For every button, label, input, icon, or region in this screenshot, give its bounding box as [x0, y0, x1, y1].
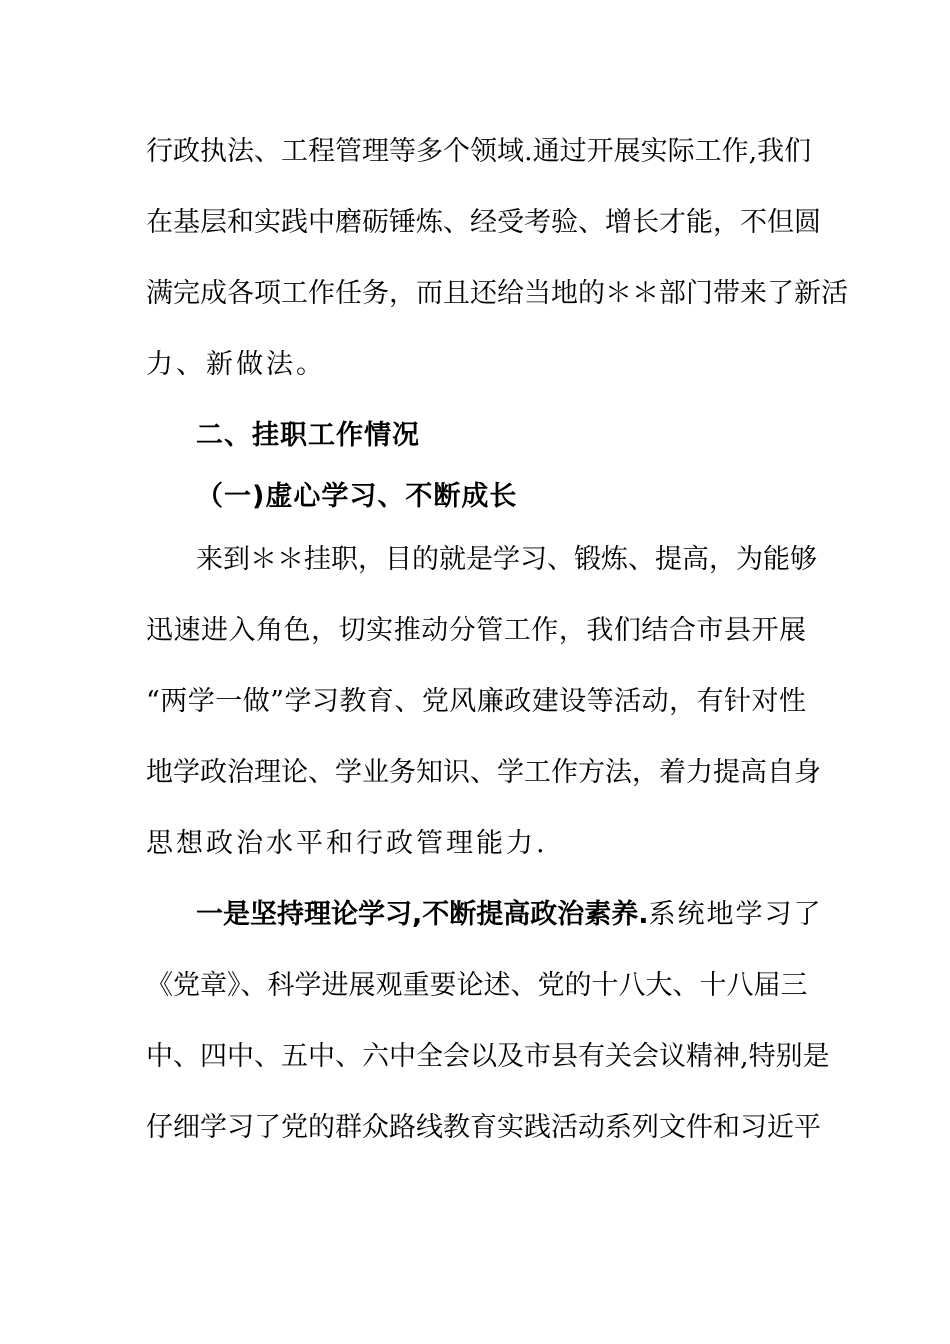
- para1-line-2: 在基层和实践中磨砺锤炼、经受考验、增长才能，不但圆: [146, 207, 821, 238]
- para1-line-4: 力、新做法。: [146, 349, 326, 380]
- section-heading-2: 二、挂职工作情况: [196, 420, 420, 451]
- para2-line-3: “两学一做”学习教育、党风廉政建设等活动，有针对性: [146, 686, 806, 717]
- para1-line-3: 满完成各项工作任务，而且还给当地的＊＊部门带来了新活: [146, 278, 848, 309]
- para3-line-4: 仔细学习了党的群众路线教育实践活动系列文件和习近平: [146, 1112, 821, 1143]
- para3-line-3: 中、四中、五中、六中全会以及市县有关会议精神,特别是: [146, 1041, 830, 1072]
- para2-line-2: 迅速进入角色，切实推动分管工作，我们结合市县开展: [146, 615, 806, 646]
- para3-first-rest: 系统地学习了: [648, 899, 823, 930]
- para2-line-1: 来到＊＊挂职，目的就是学习、锻炼、提高，为能够: [196, 544, 817, 575]
- para3-line-1: [196, 897, 823, 933]
- para2-line-4: 地学政治理论、学业务知识、学工作方法，着力提高自身: [146, 757, 821, 788]
- subheading-1: （一)虚心学习、不断成长: [196, 481, 518, 512]
- para2-line-5: 思想政治水平和行政管理能力.: [146, 828, 548, 859]
- para1-line-1: 行政执法、工程管理等多个领域.通过开展实际工作,我们: [146, 136, 812, 167]
- para3-line-2: 《党章》、科学进展观重要论述、党的十八大、十八届三: [146, 970, 808, 1001]
- para3-bold-lead: 一是坚持理论学习,不断提高政治素养.: [196, 899, 649, 930]
